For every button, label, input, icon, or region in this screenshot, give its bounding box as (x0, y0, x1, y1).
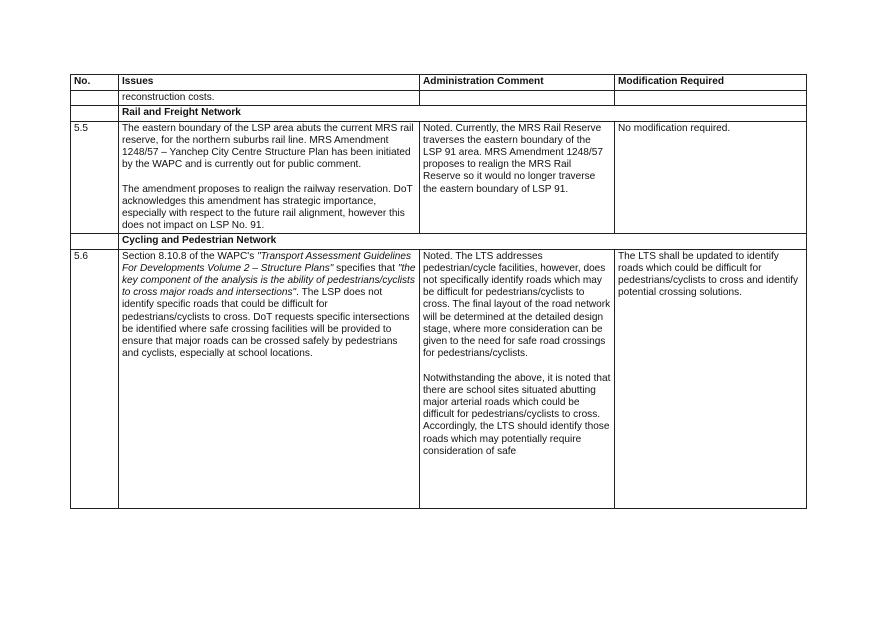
cell-no (71, 234, 119, 249)
cell-modification: The LTS shall be updated to identify roads which could be difficult for pedestrians/cyclists to cross and identify potential crossing solutions. (615, 249, 807, 508)
guideline-quote: "the key component of the analysis is the ability of pedestrians/cyclists to cross major roads and intersections" (122, 262, 416, 299)
row-number: 5.5 (71, 121, 119, 234)
guideline-title: "Transport Assessment Guidelines For Developments Volume 2 – Structure Plans" (122, 250, 412, 274)
section-row-cycling (71, 234, 807, 249)
issues-paragraph-1: The eastern boundary of the LSP area abuts the current MRS rail reserve, for the northern suburbs rail line. MRS Amendment 1248/57 – Yanchep City Centre Structure Plan has been initiated by the WAPC and is currently out for public comment. (122, 122, 414, 171)
cell-admin: Noted. Currently, the MRS Rail Reserve traverses the eastern boundary of the LSP 91 area. MRS Amendment 1248/57 proposes to realign the MRS Rail Reserve so it would no longer traverse the eastern boundary of LSP 91. (420, 121, 615, 234)
cell-no (71, 91, 119, 106)
cell-modification: No modification required. (615, 121, 807, 234)
table-row-5-5 (71, 121, 807, 234)
cell-issues (119, 249, 420, 508)
row-number: 5.6 (71, 249, 119, 508)
issues-text: Section 8.10.8 of the WAPC's (122, 250, 258, 262)
admin-paragraph-2: Notwithstanding the above, it is noted that there are school sites situated abutting major arterial roads which could be difficult for pedestrians/cyclists to cross. Accordingly, the LTS should identify those roads which may potentially require consideration of safe (423, 372, 611, 457)
header-no: No. (71, 75, 119, 91)
header-modification-required: Modification Required (615, 75, 807, 91)
section-heading-cycling: Cycling and Pedestrian Network (119, 234, 807, 249)
cell-issues (119, 121, 420, 234)
cell-admin (420, 249, 615, 508)
table-row-carryover (71, 91, 807, 106)
cell-modification (615, 91, 807, 106)
section-row-rail (71, 106, 807, 121)
issues-paragraph-2: The amendment proposes to realign the railway reservation. DoT acknowledges this amendment has strategic importance, especially with respect to the future rail alignment, however this does not impact on LSP No. 91. (122, 183, 413, 232)
section-heading-rail: Rail and Freight Network (119, 106, 807, 121)
cell-admin (420, 91, 615, 106)
admin-paragraph-1: Noted. The LTS addresses pedestrian/cycle facilities, however, does not specifically identify roads which may be difficult for pedestrians/cyclists to cross. The final layout of the road network will be determined at the detailed design stage, where more consideration can be given to the need for safe road crossings for pedestrians/cyclists. (423, 250, 611, 360)
cell-no (71, 106, 119, 121)
comments-table (70, 74, 807, 509)
table-header-row (71, 75, 807, 91)
issues-text: specifies that (333, 262, 398, 274)
table-row-5-6 (71, 249, 807, 508)
header-issues: Issues (119, 75, 420, 91)
header-admin-comment: Administration Comment (420, 75, 615, 91)
cell-issues: reconstruction costs. (119, 91, 420, 106)
issues-text: . The LSP does not identify specific roads that could be difficult for pedestrians/cyclists to cross. DoT requests specific intersections be identified where safe crossing facilities will be provided to ensure that major roads can be crossed safely by pedestrians and cyclists, especially at school locations. (122, 287, 410, 360)
